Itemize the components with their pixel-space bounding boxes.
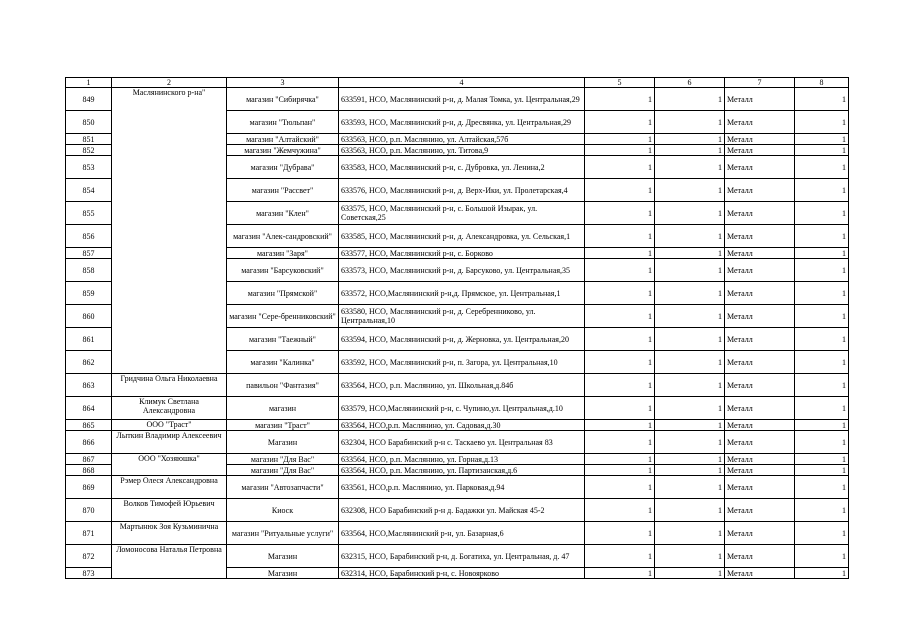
address: 632304, НСО Барабинский р-н с. Таскаево ул. Центральная 83 [339, 431, 585, 454]
row-number: 857 [66, 248, 112, 259]
table-row [66, 397, 849, 420]
quantity-col5: 1 [585, 156, 655, 179]
object-name: Магазин [227, 431, 339, 454]
quantity-col8: 1 [795, 282, 849, 305]
table-row [66, 420, 849, 431]
quantity-col6: 1 [655, 179, 725, 202]
row-number: 868 [66, 465, 112, 476]
quantity-col5: 1 [585, 545, 655, 568]
column-header: 1 [66, 78, 112, 88]
quantity-col6: 1 [655, 397, 725, 420]
table-row [66, 499, 849, 522]
quantity-col5: 1 [585, 179, 655, 202]
object-name: Магазин [227, 568, 339, 579]
object-name: магазин "Ритуальные услуги" [227, 522, 339, 545]
address: 633593, НСО, Маслянинский р-н, д. Дресвянка, ул. Центральная,29 [339, 111, 585, 134]
material: Металл [725, 225, 795, 248]
row-number: 855 [66, 202, 112, 225]
address: 633579, НСО,Маслянинский р-н, с. Чупино,ул. Центральная,д.10 [339, 397, 585, 420]
address: 633564, НСО,Маслянинский р-н, ул. Базарная,6 [339, 522, 585, 545]
quantity-col6: 1 [655, 465, 725, 476]
table-row [66, 454, 849, 465]
row-number: 850 [66, 111, 112, 134]
quantity-col5: 1 [585, 522, 655, 545]
row-number: 862 [66, 351, 112, 374]
material: Металл [725, 248, 795, 259]
row-number: 869 [66, 476, 112, 499]
material: Металл [725, 351, 795, 374]
quantity-col6: 1 [655, 420, 725, 431]
quantity-col6: 1 [655, 522, 725, 545]
quantity-col8: 1 [795, 305, 849, 328]
quantity-col6: 1 [655, 88, 725, 111]
material: Металл [725, 465, 795, 476]
quantity-col6: 1 [655, 305, 725, 328]
table-row [66, 431, 849, 454]
quantity-col8: 1 [795, 145, 849, 156]
quantity-col8: 1 [795, 202, 849, 225]
object-name: магазин "Автозапчасти" [227, 476, 339, 499]
material: Металл [725, 305, 795, 328]
address: 633575, НСО, Маслянинский р-н, с. Большой Изырак, ул. Советская,25 [339, 202, 585, 225]
row-number: 861 [66, 328, 112, 351]
column-number-header-row [66, 78, 849, 88]
object-name: магазин "Алек-сандровский" [227, 225, 339, 248]
object-name: магазин "Для Вас" [227, 454, 339, 465]
table-row [66, 545, 849, 568]
material: Металл [725, 476, 795, 499]
row-number: 856 [66, 225, 112, 248]
quantity-col8: 1 [795, 568, 849, 579]
material: Металл [725, 545, 795, 568]
material: Металл [725, 202, 795, 225]
row-number: 873 [66, 568, 112, 579]
address: 633594, НСО, Маслянинский р-н, д. Жерновка, ул. Центральная,20 [339, 328, 585, 351]
row-number: 865 [66, 420, 112, 431]
object-name: магазин "Клен" [227, 202, 339, 225]
material: Металл [725, 179, 795, 202]
quantity-col5: 1 [585, 202, 655, 225]
row-number: 866 [66, 431, 112, 454]
row-number: 867 [66, 454, 112, 465]
address: 633592, НСО, Маслянинский р-н, п. Загора, ул. Центральная,10 [339, 351, 585, 374]
material: Металл [725, 328, 795, 351]
quantity-col5: 1 [585, 248, 655, 259]
row-number: 863 [66, 374, 112, 397]
quantity-col6: 1 [655, 134, 725, 145]
quantity-col5: 1 [585, 454, 655, 465]
quantity-col6: 1 [655, 351, 725, 374]
quantity-col8: 1 [795, 111, 849, 134]
object-name: магазин "Таежный" [227, 328, 339, 351]
address: 633580, НСО, Маслянинский р-н, д. Серебренниково, ул. Центральная,10 [339, 305, 585, 328]
owner-name: Лыткин Владимир Алексеевич [112, 431, 227, 454]
quantity-col8: 1 [795, 499, 849, 522]
material: Металл [725, 134, 795, 145]
quantity-col5: 1 [585, 145, 655, 156]
column-header: 6 [655, 78, 725, 88]
object-name: Киоск [227, 499, 339, 522]
object-name: магазин "Барсуковский" [227, 259, 339, 282]
address: 633561, НСО,р.п. Маслянино, ул. Парковая,д.94 [339, 476, 585, 499]
column-header: 8 [795, 78, 849, 88]
quantity-col8: 1 [795, 545, 849, 568]
quantity-col5: 1 [585, 111, 655, 134]
quantity-col8: 1 [795, 454, 849, 465]
owner-name: Маслянинского р-на" [112, 88, 227, 374]
quantity-col8: 1 [795, 420, 849, 431]
address: 633591, НСО, Маслянинский р-н, д. Малая Томка, ул. Центральная,29 [339, 88, 585, 111]
owner-name: ООО "Траст" [112, 420, 227, 431]
column-header: 2 [112, 78, 227, 88]
object-name: магазин "Дубрава" [227, 156, 339, 179]
owner-name: Гридчина Ольга Николаевна [112, 374, 227, 397]
quantity-col6: 1 [655, 202, 725, 225]
column-header: 4 [339, 78, 585, 88]
material: Металл [725, 499, 795, 522]
quantity-col6: 1 [655, 145, 725, 156]
owner-name: Климук Светлана Александровна [112, 397, 227, 420]
material: Металл [725, 397, 795, 420]
row-number: 853 [66, 156, 112, 179]
address: 633564, НСО,р.п. Маслянино, ул. Садовая,д.30 [339, 420, 585, 431]
quantity-col5: 1 [585, 397, 655, 420]
row-number: 852 [66, 145, 112, 156]
material: Металл [725, 454, 795, 465]
row-number: 858 [66, 259, 112, 282]
quantity-col6: 1 [655, 476, 725, 499]
material: Металл [725, 374, 795, 397]
quantity-col6: 1 [655, 248, 725, 259]
material: Металл [725, 522, 795, 545]
column-header: 3 [227, 78, 339, 88]
address: 633563, НСО, р.п. Маслянино, ул. Алтайская,57б [339, 134, 585, 145]
owner-name: Рэмер Олеся Александровна [112, 476, 227, 499]
quantity-col8: 1 [795, 476, 849, 499]
quantity-col5: 1 [585, 568, 655, 579]
quantity-col8: 1 [795, 328, 849, 351]
object-name: магазин [227, 397, 339, 420]
material: Металл [725, 259, 795, 282]
quantity-col8: 1 [795, 431, 849, 454]
quantity-col6: 1 [655, 328, 725, 351]
address: 633585, НСО, Маслянинский р-н, д. Александровка, ул. Сельская,1 [339, 225, 585, 248]
quantity-col6: 1 [655, 156, 725, 179]
quantity-col8: 1 [795, 134, 849, 145]
object-name: магазин "Заря" [227, 248, 339, 259]
material: Металл [725, 145, 795, 156]
quantity-col5: 1 [585, 225, 655, 248]
quantity-col5: 1 [585, 328, 655, 351]
owner-name: Мартынюк Зоя Кузьминична [112, 522, 227, 545]
quantity-col5: 1 [585, 305, 655, 328]
quantity-col5: 1 [585, 282, 655, 305]
quantity-col8: 1 [795, 156, 849, 179]
column-header: 7 [725, 78, 795, 88]
quantity-col5: 1 [585, 351, 655, 374]
address: 633564, НСО, р.п. Маслянино, ул. Школьная,д.84б [339, 374, 585, 397]
quantity-col8: 1 [795, 522, 849, 545]
material: Металл [725, 88, 795, 111]
quantity-col5: 1 [585, 259, 655, 282]
row-number: 851 [66, 134, 112, 145]
row-number: 854 [66, 179, 112, 202]
address: 633583, НСО, Маслянинский р-н, с. Дубровка, ул. Ленина,2 [339, 156, 585, 179]
quantity-col5: 1 [585, 88, 655, 111]
quantity-col8: 1 [795, 179, 849, 202]
address: 633564, НСО, р.п. Маслянино, ул. Горная,д.13 [339, 454, 585, 465]
address: 633572, НСО,Маслянинский р-н,д. Прямское, ул. Центральная,1 [339, 282, 585, 305]
quantity-col8: 1 [795, 351, 849, 374]
quantity-col5: 1 [585, 134, 655, 145]
owner-name: Волков Тимофей Юрьевич [112, 499, 227, 522]
object-name: магазин "Рассвет" [227, 179, 339, 202]
row-number: 871 [66, 522, 112, 545]
address: 633576, НСО, Маслянинский р-н, д. Верх-Ики, ул. Пролетарская,4 [339, 179, 585, 202]
object-name: магазин "Тюльпан" [227, 111, 339, 134]
table-row [66, 522, 849, 545]
object-name: магазин "Траст" [227, 420, 339, 431]
address: 632315, НСО, Барабинский р-н, д. Богатиха, ул. Центральная, д. 47 [339, 545, 585, 568]
quantity-col5: 1 [585, 374, 655, 397]
material: Металл [725, 282, 795, 305]
owner-name: ООО "Хозяюшка" [112, 454, 227, 476]
quantity-col5: 1 [585, 420, 655, 431]
address: 633577, НСО, Маслянинский р-н, с. Борково [339, 248, 585, 259]
row-number: 859 [66, 282, 112, 305]
quantity-col8: 1 [795, 88, 849, 111]
address: 632314, НСО, Барабинский р-н, с. Новоярково [339, 568, 585, 579]
registry-table [65, 77, 849, 579]
table-row [66, 88, 849, 111]
row-number: 849 [66, 88, 112, 111]
quantity-col8: 1 [795, 374, 849, 397]
row-number: 860 [66, 305, 112, 328]
quantity-col6: 1 [655, 111, 725, 134]
row-number: 872 [66, 545, 112, 568]
row-number: 864 [66, 397, 112, 420]
quantity-col6: 1 [655, 282, 725, 305]
material: Металл [725, 111, 795, 134]
table-row [66, 476, 849, 499]
material: Металл [725, 420, 795, 431]
address: 633564, НСО, р.п. Маслянино, ул. Партизанская,д.6 [339, 465, 585, 476]
quantity-col8: 1 [795, 465, 849, 476]
address: 633573, НСО, Маслянинский р-н, д. Барсуково, ул. Центральная,35 [339, 259, 585, 282]
address: 633563, НСО, р.п. Маслянино, ул. Титова,9 [339, 145, 585, 156]
object-name: магазин "Калинка" [227, 351, 339, 374]
object-name: магазин "Сибирячка" [227, 88, 339, 111]
quantity-col6: 1 [655, 454, 725, 465]
quantity-col6: 1 [655, 374, 725, 397]
table-row [66, 374, 849, 397]
quantity-col6: 1 [655, 499, 725, 522]
object-name: Магазин [227, 545, 339, 568]
object-name: магазин "Жемчужина" [227, 145, 339, 156]
quantity-col5: 1 [585, 476, 655, 499]
object-name: павильон "Фантазия" [227, 374, 339, 397]
quantity-col6: 1 [655, 259, 725, 282]
object-name: магазин "Сере-бренниковский" [227, 305, 339, 328]
quantity-col6: 1 [655, 568, 725, 579]
object-name: магазин "Алтайский" [227, 134, 339, 145]
quantity-col8: 1 [795, 248, 849, 259]
material: Металл [725, 156, 795, 179]
owner-name: Ломоносова Наталья Петровна [112, 545, 227, 579]
quantity-col8: 1 [795, 259, 849, 282]
quantity-col6: 1 [655, 545, 725, 568]
quantity-col8: 1 [795, 225, 849, 248]
quantity-col5: 1 [585, 499, 655, 522]
quantity-col5: 1 [585, 465, 655, 476]
material: Металл [725, 568, 795, 579]
column-header: 5 [585, 78, 655, 88]
object-name: магазин "Для Вас" [227, 465, 339, 476]
row-number: 870 [66, 499, 112, 522]
quantity-col8: 1 [795, 397, 849, 420]
address: 632308, НСО Барабинский р-н д. Бадажки ул. Майская 45-2 [339, 499, 585, 522]
object-name: магазин "Прямской" [227, 282, 339, 305]
quantity-col6: 1 [655, 431, 725, 454]
quantity-col6: 1 [655, 225, 725, 248]
material: Металл [725, 431, 795, 454]
quantity-col5: 1 [585, 431, 655, 454]
